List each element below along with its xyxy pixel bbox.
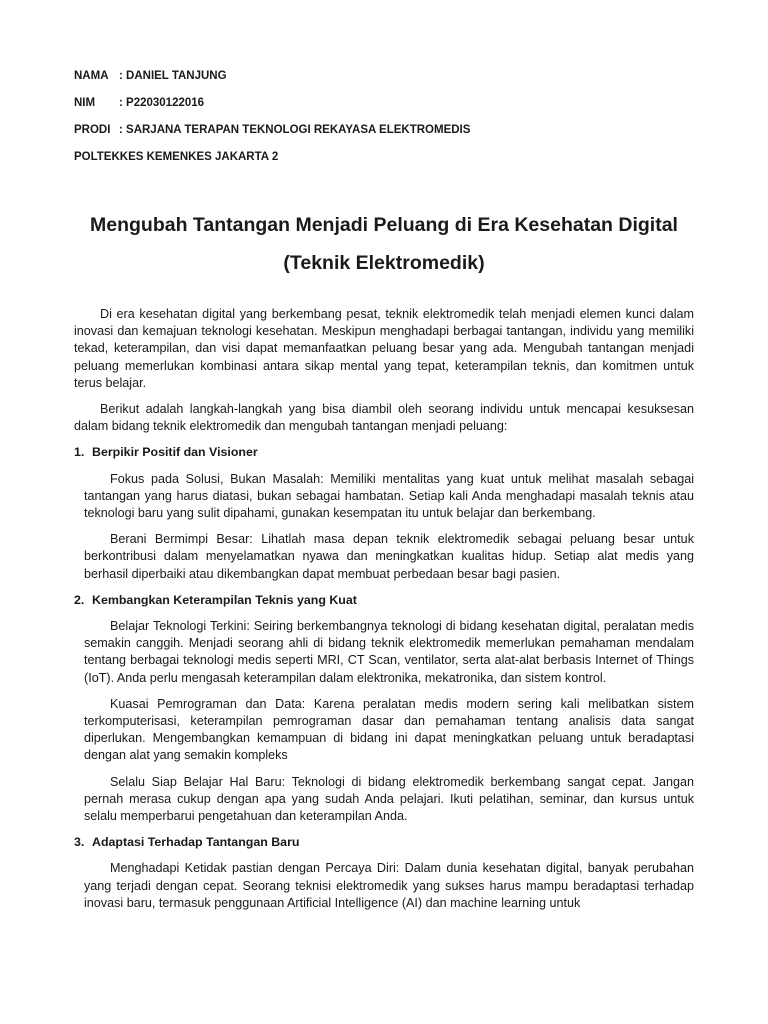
- section-paragraph: Selalu Siap Belajar Hal Baru: Teknologi di bidang elektromedik berkembang sangat cepat. Jangan pernah merasa cukup dengan apa yang sudah Anda pelajari. Ikuti pelatihan, seminar, dan kursus untuk selalu memperbarui pengetahuan dan keterampilan Anda.: [84, 774, 694, 824]
- section-paragraph: Kuasai Pemrograman dan Data: Karena peralatan medis modern sering kali melibatkan sistem terkomputerisasi, keterampilan pemrograman dasar dan pemahaman tentang analisis data sangat diperlukan. Mengembangkan kemampuan di bidang ini dapat meningkatkan peluang untuk beradaptasi dengan alat yang semakin kompleks: [84, 696, 694, 763]
- section-paragraph: Berani Bermimpi Besar: Lihatlah masa depan teknik elektromedik sebagai peluang besar untuk berkontribusi dalam menyelamatkan nyawa dan meningkatkan kualitas hidup. Setiap alat medis yang berhasil diperbaiki atau dikembangkan dapat membuat perbedaan besar bagi pasien.: [84, 532, 694, 581]
- document-title: [74, 206, 694, 282]
- section-heading-text: Adaptasi Terhadap Tantangan Baru: [92, 835, 300, 850]
- name-value: : DANIEL TANJUNG: [119, 70, 227, 82]
- intro-paragraph: Berikut adalah langkah-langkah yang bisa diambil oleh seorang individu untuk mencapai kesuksesan dalam bidang teknik elektromedik dan mengubah tantangan menjadi peluang:: [74, 402, 694, 434]
- prodi-line: [74, 123, 694, 137]
- institution-line: POLTEKKES KEMENKES JAKARTA 2: [74, 151, 279, 163]
- section-heading: [74, 592, 694, 609]
- section-heading-text: Kembangkan Keterampilan Teknis yang Kuat: [92, 592, 357, 607]
- section-heading: [74, 834, 694, 851]
- document-body: [74, 306, 694, 921]
- section-paragraph: Belajar Teknologi Terkini: Seiring berkembangnya teknologi di bidang kesehatan digital, peralatan medis semakin canggih. Menjadi seorang ahli di bidang teknik elektromedik memerlukan pemahaman mendalam tentang berbagai teknologi medis seperti MRI, CT Scan, ventilator, serta alat-alat berbasis Internet of Things (IoT). Anda perlu mengasah keterampilan dalam elektronika, mekatronika, dan sistem kontrol.: [84, 619, 694, 685]
- section-number: 2.: [74, 592, 85, 607]
- section-heading: [74, 444, 694, 461]
- name-line: [74, 69, 694, 83]
- section-number: 3.: [74, 835, 85, 850]
- name-label: NAMA: [74, 70, 109, 82]
- section-paragraph: Fokus pada Solusi, Bukan Masalah: Memiliki mentalitas yang kuat untuk melihat masalah sebagai tantangan yang harus diatasi, bukan sebagai hambatan. Setiap kali Anda menghadapi masalah teknis atau teknologi baru yang sulit dipahami, gunakan kesempatan itu untuk belajar dan berkembang.: [84, 471, 694, 521]
- section-number: 1.: [74, 445, 85, 460]
- section-paragraph: Menghadapi Ketidak pastian dengan Percaya Diri: Dalam dunia kesehatan digital, banyak perubahan yang terjadi dengan cepat. Seorang teknisi elektromedik yang sukses harus mampu beradaptasi terhadap inovasi baru, termasuk penggunaan Artificial Intelligence (AI) dan machine learning untuk: [84, 861, 694, 910]
- title-line-1: Mengubah Tantangan Menjadi Peluang di Era Kesehatan Digital: [90, 214, 678, 236]
- section-heading-text: Berpikir Positif dan Visioner: [92, 445, 258, 460]
- prodi-label: PRODI: [74, 124, 111, 136]
- student-info-header: [74, 69, 694, 177]
- prodi-value: : SARJANA TERAPAN TEKNOLOGI REKAYASA ELEKTROMEDIS: [119, 124, 471, 136]
- nim-value: : P22030122016: [119, 97, 205, 109]
- title-line-2: (Teknik Elektromedik): [283, 252, 485, 274]
- nim-label: NIM: [74, 97, 96, 109]
- nim-line: [74, 96, 694, 110]
- intro-paragraph: Di era kesehatan digital yang berkembang pesat, teknik elektromedik telah menjadi elemen kunci dalam inovasi dan kemajuan teknologi kesehatan. Meskipun menghadapi berbagai tantangan, individu yang memiliki tekad, keterampilan, dan visi dapat memanfaatkan peluang besar yang ada. Mengubah tantangan menjadi peluang memerlukan kombinasi antara sikap mental yang tepat, keterampilan teknis, dan komitmen untuk terus belajar.: [74, 307, 694, 390]
